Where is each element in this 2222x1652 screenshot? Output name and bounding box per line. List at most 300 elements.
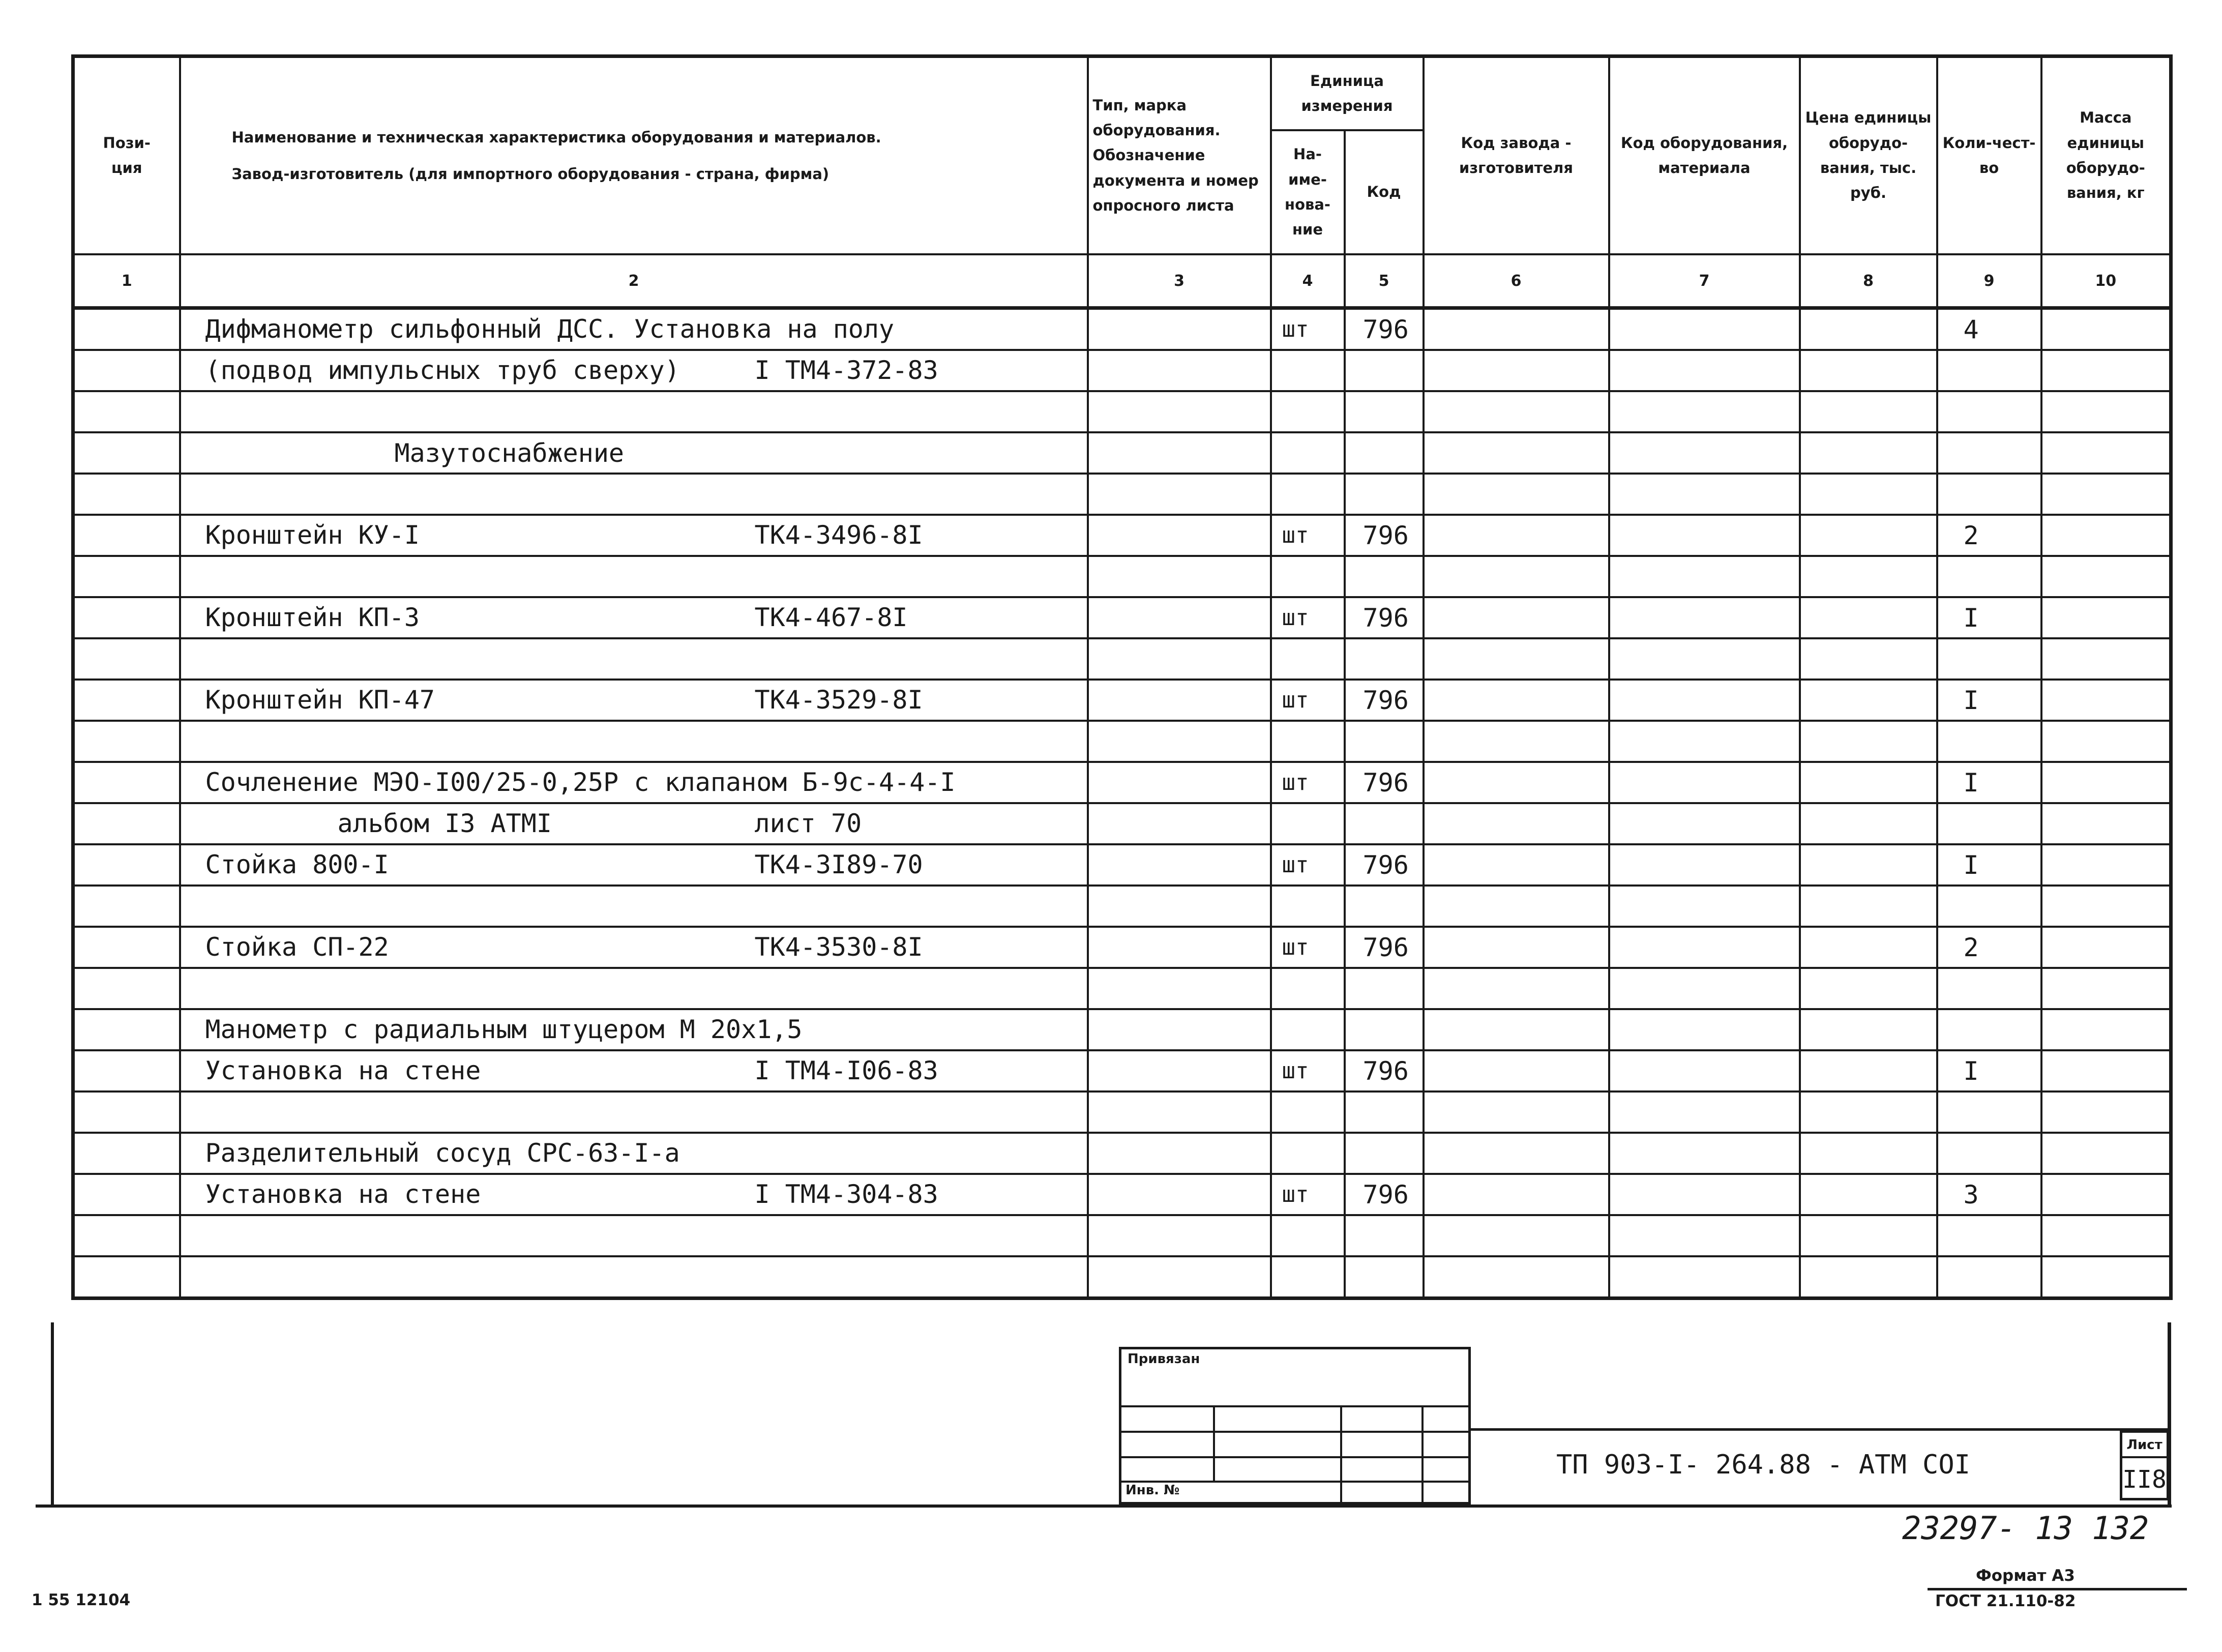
header-name-line1: Наименование и техническая характеристика оборудования и материалов. [231,128,881,146]
unit-name-cell [1271,1092,1345,1133]
unit-code-cell [1345,803,1424,844]
table-row [73,680,2171,721]
item-document: I ТМ4-372-83 [754,356,938,385]
item-name-cell [180,927,1088,968]
item-name-cell [180,1009,1088,1050]
column-number: 8 [1800,254,1937,308]
price-cell [1800,556,1937,597]
quantity-cell: I [1937,597,2041,638]
table-row [73,1174,2171,1215]
equipment-code-cell [1609,680,1800,721]
item-document: ТК4-3529-8I [754,685,923,715]
price-cell [1800,762,1937,803]
type-cell [1088,680,1271,721]
position-cell [73,680,180,721]
quantity-cell: I [1937,1050,2041,1092]
item-name: Кронштейн КП-3 [205,603,420,632]
table-row [73,308,2171,350]
item-name-cell [180,803,1088,844]
unit-name-cell: шт [1271,762,1345,803]
approval-stamp [1119,1347,1471,1504]
item-name: Сочленение МЭО-I00/25-0,25Р с клапаном Б-9с-4-4-I [205,768,956,797]
quantity-cell [1937,886,2041,927]
table-row [73,474,2171,515]
unit-code-cell [1345,638,1424,680]
table-row [73,721,2171,762]
print-code: 1 55 12104 [32,1591,131,1609]
type-cell [1088,886,1271,927]
mass-cell [2041,1256,2171,1299]
maker-code-cell [1424,350,1609,391]
position-cell [73,638,180,680]
item-name-cell [180,638,1088,680]
unit-code-cell [1345,968,1424,1009]
table-row [73,1133,2171,1174]
item-name-cell [180,1133,1088,1174]
item-name: Установка на стене [205,1179,481,1209]
maker-code-cell [1424,1215,1609,1256]
position-cell [73,597,180,638]
price-cell [1800,308,1937,350]
quantity-cell [1937,1133,2041,1174]
type-cell [1088,1133,1271,1174]
price-cell [1800,721,1937,762]
type-cell [1088,474,1271,515]
mass-cell [2041,762,2171,803]
unit-code-cell [1345,1215,1424,1256]
header-name-line2: Завод-изготовитель (для импортного оборудования - страна, фирма) [231,165,829,183]
header-equipment-code: Код оборудования, материала [1609,56,1800,255]
position-cell [73,350,180,391]
maker-code-cell [1424,1092,1609,1133]
item-name-cell [180,721,1088,762]
item-name-cell [180,680,1088,721]
position-cell [73,803,180,844]
type-cell [1088,515,1271,556]
sheet-number: II8 [2122,1465,2167,1494]
item-name-cell [180,556,1088,597]
position-cell [73,886,180,927]
column-number: 5 [1345,254,1424,308]
mass-cell [2041,350,2171,391]
item-name: Дифманометр сильфонный ДСС. Установка на полу [205,314,895,344]
unit-name-cell: шт [1271,680,1345,721]
mass-cell [2041,927,2171,968]
position-cell [73,1092,180,1133]
maker-code-cell [1424,638,1609,680]
unit-name-cell [1271,1256,1345,1299]
table-row [73,597,2171,638]
item-name: Разделительный сосуд СРС-63-I-а [205,1138,680,1168]
type-cell [1088,556,1271,597]
unit-code-cell [1345,556,1424,597]
unit-name-cell: шт [1271,927,1345,968]
position-cell [73,432,180,474]
unit-code-cell [1345,1092,1424,1133]
header-price: Цена единицы оборудо-вания, тыс. руб. [1800,56,1937,255]
unit-name-cell [1271,1133,1345,1174]
price-cell [1800,1174,1937,1215]
maker-code-cell [1424,474,1609,515]
unit-code-cell [1345,474,1424,515]
type-cell [1088,762,1271,803]
unit-code-cell: 796 [1345,680,1424,721]
position-cell [73,1133,180,1174]
item-name: Установка на стене [205,1056,481,1085]
equipment-code-cell [1609,308,1800,350]
quantity-cell: 4 [1937,308,2041,350]
item-name: Кронштейн КУ-I [205,520,420,550]
table-row [73,844,2171,886]
price-cell [1800,1215,1937,1256]
specification-table [71,54,2173,1300]
unit-name-cell: шт [1271,1050,1345,1092]
unit-name-cell [1271,474,1345,515]
item-name-cell [180,391,1088,432]
table-row [73,886,2171,927]
price-cell [1800,432,1937,474]
item-name-cell [180,968,1088,1009]
quantity-cell [1937,968,2041,1009]
price-cell [1800,1092,1937,1133]
equipment-code-cell [1609,638,1800,680]
mass-cell [2041,1133,2171,1174]
item-name-cell [180,844,1088,886]
unit-name-cell [1271,803,1345,844]
equipment-code-cell [1609,762,1800,803]
item-name-cell [180,1092,1088,1133]
quantity-cell: I [1937,762,2041,803]
mass-cell [2041,515,2171,556]
sheet-box [2120,1430,2169,1500]
item-name-cell [180,1174,1088,1215]
position-cell [73,474,180,515]
unit-code-cell [1345,886,1424,927]
item-document: ТК4-3530-8I [754,932,923,962]
position-cell [73,721,180,762]
position-cell [73,1174,180,1215]
price-cell [1800,350,1937,391]
position-cell [73,1050,180,1092]
quantity-cell: 3 [1937,1174,2041,1215]
quantity-cell: 2 [1937,927,2041,968]
item-name: Манометр с радиальным штуцером М 20х1,5 [205,1015,803,1044]
quantity-cell [1937,1009,2041,1050]
position-cell [73,308,180,350]
standard-label: ГОСТ 21.110-82 [1935,1592,2076,1610]
item-name-cell [180,515,1088,556]
type-cell [1088,432,1271,474]
unit-code-cell [1345,1256,1424,1299]
unit-code-cell [1345,432,1424,474]
table-row [73,1256,2171,1299]
maker-code-cell [1424,391,1609,432]
equipment-code-cell [1609,350,1800,391]
item-document: ТК4-467-8I [754,603,908,632]
mass-cell [2041,556,2171,597]
inventory-label: Инв. № [1125,1483,1180,1498]
quantity-cell [1937,391,2041,432]
price-cell [1800,1133,1937,1174]
column-number: 1 [73,254,180,308]
item-name-cell [180,474,1088,515]
mass-cell [2041,597,2171,638]
unit-code-cell: 796 [1345,597,1424,638]
item-name: (подвод импульсных труб сверху) [205,356,680,385]
type-cell [1088,638,1271,680]
table-row [73,1009,2171,1050]
left-margin-rule [51,1322,54,1508]
mass-cell [2041,308,2171,350]
quantity-cell [1937,556,2041,597]
header-maker-code: Код завода - изготовителя [1424,56,1609,255]
price-cell [1800,1050,1937,1092]
equipment-code-cell [1609,927,1800,968]
maker-code-cell [1424,1050,1609,1092]
type-cell [1088,844,1271,886]
type-cell [1088,968,1271,1009]
unit-name-cell [1271,432,1345,474]
item-name-cell [180,597,1088,638]
table-row [73,638,2171,680]
tied-label: Привязан [1128,1351,1200,1367]
unit-code-cell: 796 [1345,762,1424,803]
header-unit-code: Код [1345,130,1424,254]
maker-code-cell [1424,803,1609,844]
quantity-cell [1937,432,2041,474]
mass-cell [2041,844,2171,886]
quantity-cell [1937,638,2041,680]
unit-code-cell: 796 [1345,308,1424,350]
unit-name-cell: шт [1271,1174,1345,1215]
quantity-cell [1937,803,2041,844]
item-name-cell [180,1050,1088,1092]
mass-cell [2041,1092,2171,1133]
price-cell [1800,803,1937,844]
price-cell [1800,844,1937,886]
header-name [180,56,1088,255]
item-name-cell [180,1256,1088,1299]
table-row [73,1050,2171,1092]
mass-cell [2041,432,2171,474]
unit-code-cell [1345,1133,1424,1174]
type-cell [1088,1256,1271,1299]
table-row [73,762,2171,803]
header-type: Тип, марка оборудования. Обозначение документа и номер опросного листа [1088,56,1271,255]
quantity-cell [1937,1256,2041,1299]
type-cell [1088,350,1271,391]
type-cell [1088,721,1271,762]
position-cell [73,1215,180,1256]
unit-code-cell: 796 [1345,927,1424,968]
footer-rule [1928,1588,2187,1590]
type-cell [1088,1092,1271,1133]
type-cell [1088,927,1271,968]
column-number: 10 [2041,254,2171,308]
maker-code-cell [1424,886,1609,927]
quantity-cell [1937,721,2041,762]
position-cell [73,515,180,556]
unit-code-cell: 796 [1345,844,1424,886]
mass-cell [2041,1215,2171,1256]
item-name-cell [180,350,1088,391]
table-row [73,1092,2171,1133]
position-cell [73,968,180,1009]
equipment-code-cell [1609,1092,1800,1133]
quantity-cell [1937,474,2041,515]
table-row [73,391,2171,432]
unit-name-cell: шт [1271,515,1345,556]
table-row [73,1215,2171,1256]
sheet-label: Лист [2122,1433,2167,1458]
column-number: 3 [1088,254,1271,308]
table-row [73,350,2171,391]
mass-cell [2041,1009,2171,1050]
document-code: ТП 903-I- 264.88 - АТМ СОI [1556,1450,1970,1480]
maker-code-cell [1424,968,1609,1009]
header-unit: Единица измерения [1271,56,1424,131]
mass-cell [2041,968,2171,1009]
maker-code-cell [1424,1174,1609,1215]
price-cell [1800,680,1937,721]
item-name-cell [180,886,1088,927]
maker-code-cell [1424,927,1609,968]
column-number: 2 [180,254,1088,308]
equipment-code-cell [1609,1050,1800,1092]
unit-code-cell: 796 [1345,515,1424,556]
unit-name-cell [1271,1009,1345,1050]
item-name-cell [180,762,1088,803]
unit-name-cell [1271,556,1345,597]
unit-code-cell [1345,721,1424,762]
type-cell [1088,597,1271,638]
maker-code-cell [1424,680,1609,721]
unit-code-cell [1345,350,1424,391]
equipment-code-cell [1609,968,1800,1009]
item-document: лист 70 [754,809,862,838]
unit-name-cell: шт [1271,308,1345,350]
section-title: Мазутоснабжение [180,432,1088,474]
quantity-cell: I [1937,844,2041,886]
archive-number: 23297- 13 132 [1902,1510,2149,1547]
position-cell [73,1256,180,1299]
title-block-top-rule [1471,1428,2171,1431]
column-number: 7 [1609,254,1800,308]
table-row [73,803,2171,844]
unit-name-cell [1271,350,1345,391]
type-cell [1088,1050,1271,1092]
price-cell [1800,638,1937,680]
price-cell [1800,597,1937,638]
item-name: Кронштейн КП-47 [205,685,435,715]
unit-name-cell: шт [1271,597,1345,638]
mass-cell [2041,886,2171,927]
quantity-cell [1937,1215,2041,1256]
header-position: Пози- ция [73,56,180,255]
type-cell [1088,308,1271,350]
unit-name-cell: шт [1271,844,1345,886]
item-name: альбом I3 АТМI [337,809,552,838]
item-name: Стойка 800-I [205,850,389,879]
unit-code-cell [1345,1009,1424,1050]
type-cell [1088,1009,1271,1050]
equipment-code-cell [1609,556,1800,597]
item-name-cell [180,308,1088,350]
equipment-code-cell [1609,515,1800,556]
type-cell [1088,391,1271,432]
quantity-cell: 2 [1937,515,2041,556]
mass-cell [2041,721,2171,762]
position-cell [73,556,180,597]
position-cell [73,927,180,968]
equipment-code-cell [1609,1174,1800,1215]
unit-name-cell [1271,721,1345,762]
table-row [73,515,2171,556]
price-cell [1800,474,1937,515]
table-row [73,968,2171,1009]
price-cell [1800,1009,1937,1050]
mass-cell [2041,1174,2171,1215]
item-document: ТК4-3I89-70 [754,850,923,879]
price-cell [1800,886,1937,927]
equipment-code-cell [1609,474,1800,515]
unit-code-cell [1345,391,1424,432]
equipment-code-cell [1609,844,1800,886]
quantity-cell [1937,350,2041,391]
type-cell [1088,803,1271,844]
price-cell [1800,968,1937,1009]
unit-name-cell [1271,968,1345,1009]
column-number: 9 [1937,254,2041,308]
unit-name-cell [1271,886,1345,927]
equipment-code-cell [1609,1009,1800,1050]
equipment-code-cell [1609,1215,1800,1256]
price-cell [1800,391,1937,432]
header-unit-name: На-име-нова-ние [1271,130,1345,254]
item-name-cell [180,1215,1088,1256]
item-document: I ТМ4-304-83 [754,1179,938,1209]
unit-name-cell [1271,391,1345,432]
equipment-code-cell [1609,1256,1800,1299]
table-row [73,927,2171,968]
maker-code-cell [1424,597,1609,638]
position-cell [73,1009,180,1050]
column-number: 4 [1271,254,1345,308]
maker-code-cell [1424,1256,1609,1299]
type-cell [1088,1174,1271,1215]
mass-cell [2041,391,2171,432]
equipment-code-cell [1609,721,1800,762]
equipment-code-cell [1609,803,1800,844]
column-number-row [73,254,2171,308]
mass-cell [2041,680,2171,721]
maker-code-cell [1424,762,1609,803]
equipment-code-cell [1609,1133,1800,1174]
price-cell [1800,515,1937,556]
item-name: Стойка СП-22 [205,932,389,962]
maker-code-cell [1424,308,1609,350]
header-quantity: Коли-чест-во [1937,56,2041,255]
unit-code-cell: 796 [1345,1050,1424,1092]
quantity-cell: I [1937,680,2041,721]
equipment-code-cell [1609,432,1800,474]
table-row [73,556,2171,597]
maker-code-cell [1424,432,1609,474]
position-cell [73,391,180,432]
unit-name-cell [1271,1215,1345,1256]
maker-code-cell [1424,556,1609,597]
mass-cell [2041,638,2171,680]
